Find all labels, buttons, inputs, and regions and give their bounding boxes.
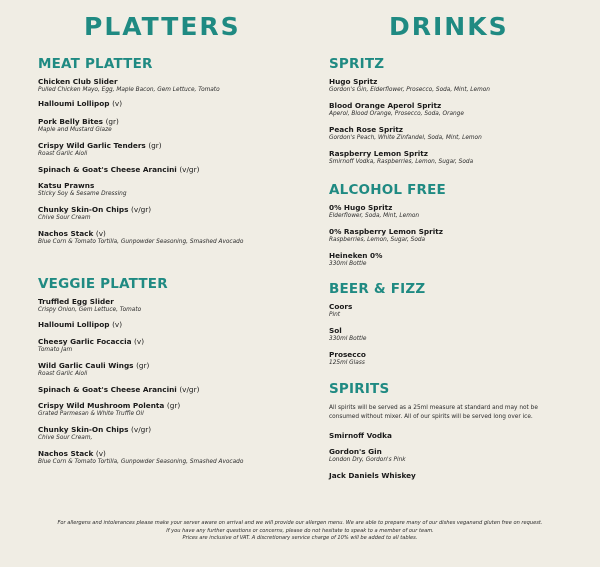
menu-item: [329, 125, 579, 142]
menu-item-title: Halloumi Lollipop: [38, 320, 110, 329]
menu-item: [329, 326, 579, 343]
menu-item-name: [38, 425, 288, 434]
menu-item-title: Cheesy Garlic Focaccia: [38, 337, 132, 346]
dietary-tag: (v/gr): [179, 385, 200, 394]
menu-item: [329, 431, 579, 440]
menu-item-name: [329, 471, 579, 480]
menu-item: [38, 117, 288, 134]
menu-item-title: Prosecco: [329, 350, 366, 359]
footer-line-questions: If you have any further questions or concerns, please do not hesitate to speak to a member of our team.: [166, 527, 434, 534]
menu-item-title: Halloumi Lollipop: [38, 99, 110, 108]
menu-item: [38, 141, 288, 158]
menu-item: [38, 229, 288, 246]
menu-item-name: [38, 141, 288, 150]
dietary-tag: (v/gr): [131, 205, 152, 214]
menu-item-description: 125ml Glass: [329, 360, 365, 366]
dietary-tag: (v): [112, 99, 123, 108]
menu-item-title: 0% Raspberry Lemon Spritz: [329, 227, 443, 236]
main-title-drinks: DRINKS: [389, 12, 509, 41]
menu-item: [38, 181, 288, 198]
main-title-platters: PLATTERS: [84, 12, 241, 41]
menu-item-name: [38, 385, 288, 394]
dietary-tag: (gr): [105, 117, 119, 126]
menu-item-description: Sticky Soy & Sesame Dressing: [38, 191, 127, 197]
menu-item-name: [329, 251, 579, 260]
menu-item-title: Raspberry Lemon Spritz: [329, 149, 429, 158]
menu-item-description: Pint: [329, 312, 341, 318]
menu-item-name: [38, 99, 288, 108]
section-spritz: SPRITZ: [329, 56, 385, 72]
menu-item-title: Chunky Skin-On Chips: [38, 425, 129, 434]
dietary-tag: (v): [112, 320, 123, 329]
menu-item-title: Blood Orange Aperol Spritz: [329, 101, 442, 110]
menu-item-description: Chive Sour Cream: [38, 215, 91, 221]
menu-item-description: Aperol, Blood Orange, Prosecco, Soda, Orange: [329, 111, 464, 117]
menu-item-description: 330ml Bottle: [329, 261, 367, 267]
menu-item-name: [329, 227, 579, 236]
menu-item-title: Crispy Wild Garlic Tenders: [38, 141, 146, 150]
menu-item-title: Smirnoff Vodka: [329, 431, 392, 440]
menu-item-name: [329, 101, 579, 110]
menu-item: [329, 203, 579, 220]
menu-item-title: Hugo Spritz: [329, 77, 378, 86]
menu-item-title: Chunky Skin-On Chips: [38, 205, 129, 214]
menu-item-title: Coors: [329, 302, 353, 311]
footer-line-prices: Prices are inclusive of VAT. A discretionary service charge of 10% will be added to all tables.: [182, 535, 418, 541]
menu-item-title: Peach Rose Spritz: [329, 125, 404, 134]
menu-item-description: Blue Corn & Tomato Tortilla, Gunpowder Seasoning, Smashed Avocado: [38, 459, 244, 465]
section-veggie-platter: VEGGIE PLATTER: [38, 276, 168, 292]
menu-item: [38, 320, 288, 329]
menu-item-title: Pork Belly Bites: [38, 117, 104, 126]
menu-item: [38, 361, 288, 378]
menu-item: [329, 251, 579, 268]
dietary-tag: (gr): [148, 141, 162, 150]
dietary-tag: (v/gr): [179, 165, 200, 174]
menu-item: [38, 449, 288, 466]
section-spirits: SPIRITS: [329, 381, 390, 397]
menu-item: [38, 401, 288, 418]
menu-item-name: [329, 447, 579, 456]
menu-item: [329, 101, 579, 118]
menu-item-title: Gordon's Gin: [329, 447, 382, 456]
menu-item-title: Spinach & Goat's Cheese Arancini: [38, 165, 177, 174]
menu-item-description: Crispy Onion, Gem Lettuce, Tomato: [38, 307, 142, 313]
menu-item-description: Roast Garlic Aioli: [38, 371, 88, 377]
menu-item-title: 0% Hugo Spritz: [329, 203, 393, 212]
menu-item-description: 330ml Bottle: [329, 336, 367, 342]
menu-item-title: Spinach & Goat's Cheese Arancini: [38, 385, 177, 394]
menu-item-name: [38, 337, 288, 346]
menu-item: [329, 302, 579, 319]
menu-item-title: Sol: [329, 326, 342, 335]
menu-item: [38, 77, 288, 94]
footer-notice: [0, 520, 600, 543]
menu-item-title: Crispy Wild Mushroom Polenta: [38, 401, 165, 410]
section-beer-fizz: BEER & FIZZ: [329, 281, 426, 297]
menu-item: [38, 385, 288, 394]
dietary-tag: (v/gr): [131, 425, 152, 434]
section-meat-platter: MEAT PLATTER: [38, 56, 153, 72]
menu-item: [329, 149, 579, 166]
menu-item-description: Elderflower, Soda, Mint, Lemon: [329, 213, 420, 219]
menu-item-title: Wild Garlic Cauli Wings: [38, 361, 134, 370]
dietary-tag: (v): [95, 449, 106, 458]
menu-item-name: [329, 125, 579, 134]
menu-item-description: Blue Corn & Tomato Tortilla, Gunpowder Seasoning, Smashed Avocado: [38, 239, 244, 245]
menu-item-name: [329, 203, 579, 212]
menu-item-name: [329, 77, 579, 86]
menu-item-description: Roast Garlic Aioli: [38, 151, 88, 157]
menu-item: [329, 77, 579, 94]
menu-item: [329, 227, 579, 244]
menu-item-name: [329, 302, 579, 311]
menu-item-name: [329, 350, 579, 359]
menu-item-name: [38, 229, 288, 238]
menu-item-description: Gordon's Gin, Elderflower, Prosecco, Soda, Mint, Lemon: [329, 87, 490, 93]
menu-item: [38, 99, 288, 108]
menu-item-description: Maple and Mustard Glaze: [38, 127, 112, 133]
menu-item: [329, 350, 579, 367]
menu-item-title: Nachos Stack: [38, 229, 94, 238]
menu-item-name: [38, 165, 288, 174]
menu-item-description: Pulled Chicken Mayo, Egg, Maple Bacon, Gem Lettuce, Tomato: [38, 87, 220, 93]
menu-item-description: Gordon's Peach, White Zinfandel, Soda, Mint, Lemon: [329, 135, 482, 141]
menu-item-description: Tomato Jam: [38, 347, 73, 353]
dietary-tag: (v): [134, 337, 145, 346]
menu-item-name: [329, 326, 579, 335]
spirits-note: All spirits will be served as a 25ml measure at standard and may not be consumed without mixer. All of our spirits will be served long over ice.: [329, 405, 538, 420]
menu-item: [38, 297, 288, 314]
dietary-tag: (gr): [136, 361, 150, 370]
menu-item: [38, 205, 288, 222]
menu-item-description: Raspberries, Lemon, Sugar, Soda: [329, 237, 426, 243]
dietary-tag: (v): [95, 229, 106, 238]
menu-item-name: [329, 149, 579, 158]
menu-item-name: [38, 320, 288, 329]
menu-item-name: [38, 181, 288, 190]
menu-item-name: [38, 117, 288, 126]
menu-item-title: Katsu Prawns: [38, 181, 95, 190]
footer-line-allergens: For allergens and intolerances please make your server aware on arrival and we will provide our allergen menu. We are able to prepare many of our dishes veganand gluten free on request.: [57, 520, 543, 526]
menu-item-title: Nachos Stack: [38, 449, 94, 458]
menu-item-name: [38, 77, 288, 86]
menu-item-description: Grated Parmesan & White Truffle Oil: [38, 411, 144, 417]
menu-item: [38, 425, 288, 442]
menu-item-name: [38, 361, 288, 370]
menu-item-description: Smirnoff Vodka, Raspberries, Lemon, Sugar, Soda: [329, 159, 474, 165]
menu-item: [329, 447, 579, 464]
menu-item-name: [38, 297, 288, 306]
section-alcohol-free: ALCOHOL FREE: [329, 182, 446, 198]
dietary-tag: (gr): [166, 401, 181, 410]
menu-item-title: Jack Daniels Whiskey: [329, 471, 416, 480]
menu-item-title: Chicken Club Slider: [38, 77, 118, 86]
menu-item-description: London Dry, Gordon's Pink: [329, 457, 406, 463]
menu-item-name: [38, 449, 288, 458]
menu-item: [329, 471, 579, 480]
menu-item: [38, 337, 288, 354]
menu-item-name: [329, 431, 579, 440]
menu-item-description: Chive Sour Cream,: [38, 435, 93, 441]
menu-item-name: [38, 205, 288, 214]
menu-item: [38, 165, 288, 174]
menu-item-name: [38, 401, 288, 410]
menu-item-title: Heineken 0%: [329, 251, 383, 260]
menu-item-title: Truffled Egg Slider: [38, 297, 114, 306]
